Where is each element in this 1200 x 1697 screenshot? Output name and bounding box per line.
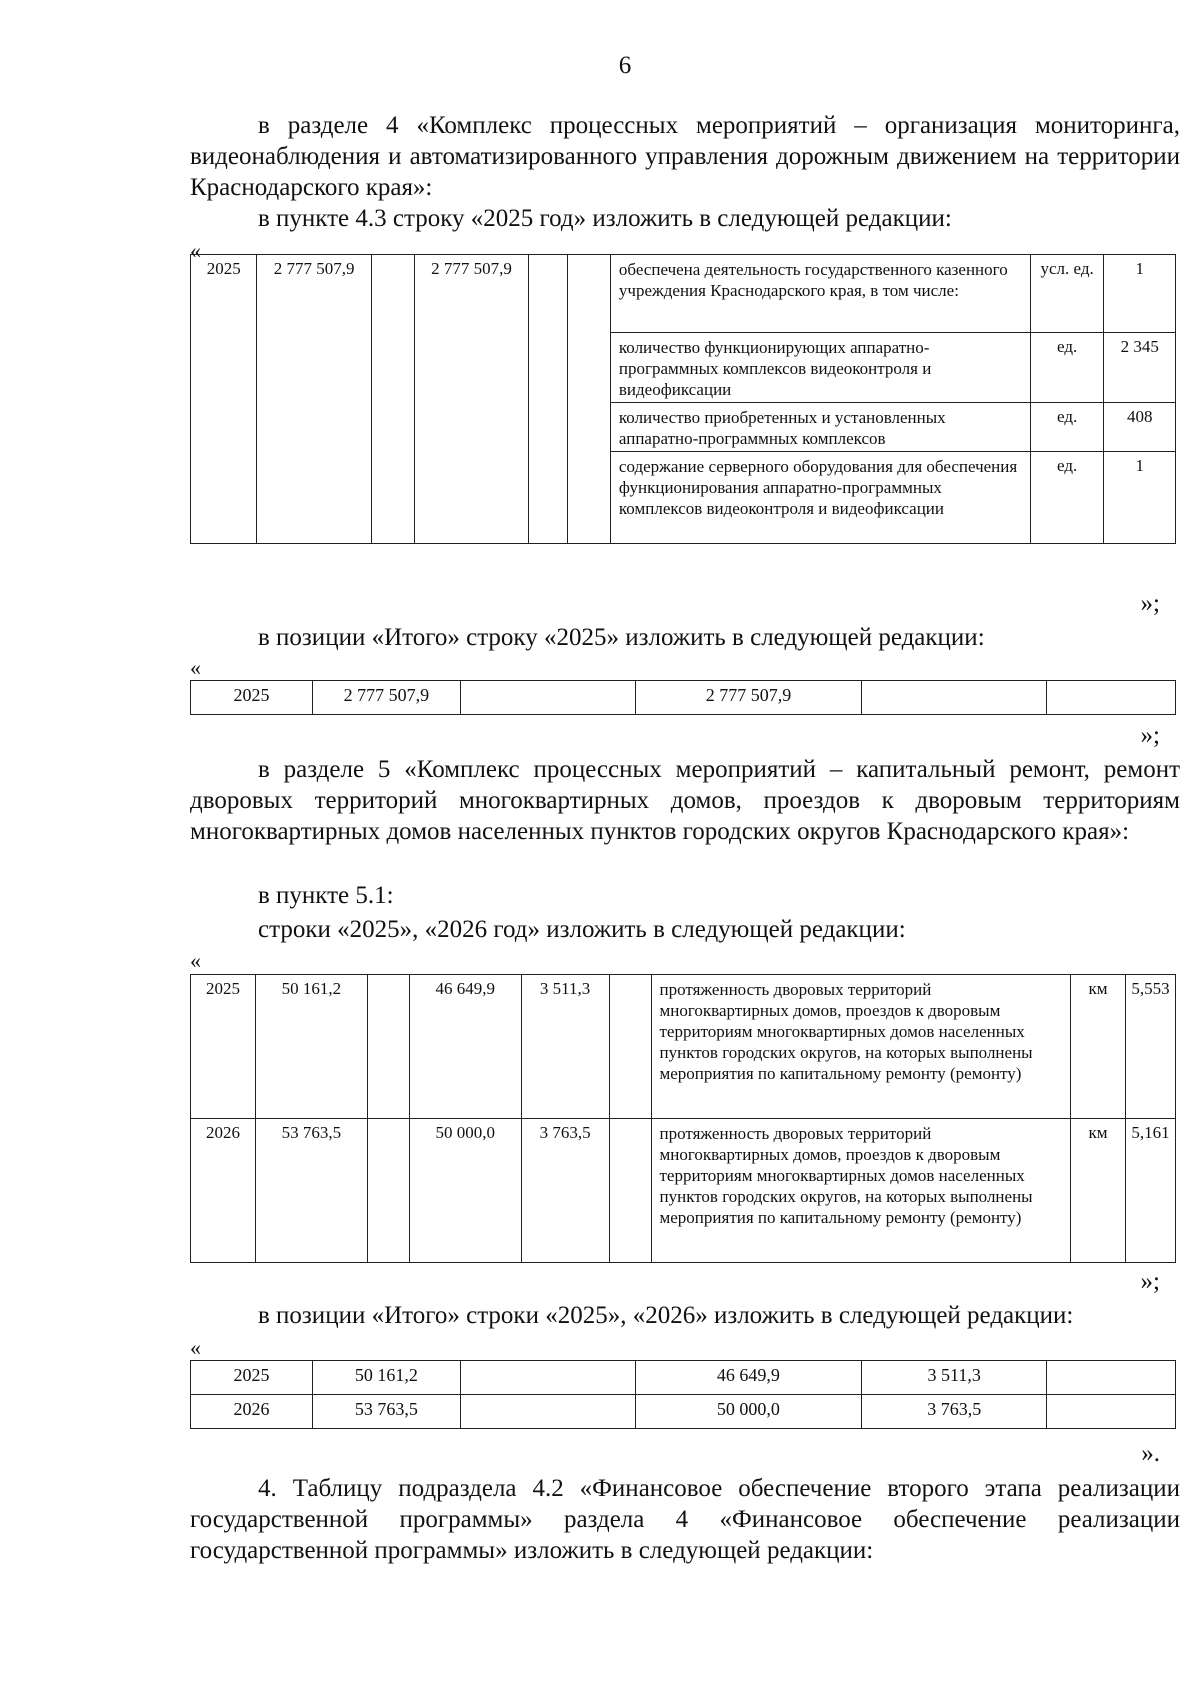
table-5-1 — [190, 974, 1176, 1263]
empty-cell — [609, 975, 651, 1119]
total-cell: 53 763,5 — [312, 1395, 460, 1429]
regional-cell: 2 777 507,9 — [635, 681, 862, 715]
section5-paragraph — [190, 754, 1180, 847]
indicator-desc: количество функционирующих аппаратно-программных комплексов видеоконтроля и видеофиксации — [610, 333, 1030, 403]
indicator-desc: количество приобретенных и установленных аппаратно-программных комплексов — [610, 403, 1030, 452]
point-5-1-instruction: в пункте 5.1: — [258, 882, 394, 909]
empty-cell — [460, 1361, 635, 1395]
local-cell: 3 511,3 — [862, 1361, 1047, 1395]
indicator-unit: км — [1070, 1119, 1125, 1263]
empty-cell — [1047, 681, 1176, 715]
close-quote: »; — [1140, 722, 1160, 749]
empty-cell — [1047, 1395, 1176, 1429]
year-cell: 2025 — [191, 975, 256, 1119]
total-cell: 50 161,2 — [255, 975, 367, 1119]
indicator-value: 2 345 — [1104, 333, 1176, 403]
table-itogo-5 — [190, 1360, 1176, 1429]
indicator-value: 1 — [1104, 255, 1176, 333]
empty-cell — [367, 975, 409, 1119]
local-cell: 3 763,5 — [521, 1119, 609, 1263]
total-cell: 50 161,2 — [312, 1361, 460, 1395]
year-cell: 2025 — [191, 255, 257, 544]
close-quote: »; — [1140, 590, 1160, 617]
close-quote: »; — [1140, 1268, 1160, 1295]
indicator-unit: ед. — [1030, 452, 1104, 544]
itogo-instruction-1: в позиции «Итого» строку «2025» изложить в следующей редакции: — [258, 624, 985, 651]
rows-instruction: строки «2025», «2026 год» изложить в следующей редакции: — [258, 916, 906, 943]
item4-paragraph — [190, 1473, 1180, 1566]
indicator-desc: протяженность дворовых территорий многоквартирных домов, проездов к дворовым территориям многоквартирных домов населенных пунктов городских округов, на которых выполнены мероприятия по капитальному ремонту (ремонту) — [651, 975, 1070, 1119]
indicator-unit: усл. ед. — [1030, 255, 1104, 333]
indicator-desc: обеспечена деятельность государственного казенного учреждения Краснодарского края, в том числе: — [610, 255, 1030, 333]
regional-cell: 50 000,0 — [635, 1395, 862, 1429]
section4-text: в разделе 4 «Комплекс процессных мероприятий – организация мониторинга, видеонаблюдения и автоматизированного управления дорожным движением на территории Краснодарского края»: — [190, 112, 1180, 201]
empty-cell — [367, 1119, 409, 1263]
empty-cell — [460, 681, 635, 715]
total-cell: 53 763,5 — [255, 1119, 367, 1263]
open-quote: « — [190, 948, 201, 973]
indicator-value: 408 — [1104, 403, 1176, 452]
indicator-value: 5,161 — [1125, 1119, 1175, 1263]
itogo-instruction-2: в позиции «Итого» строки «2025», «2026» изложить в следующей редакции: — [258, 1302, 1074, 1329]
indicator-unit: ед. — [1030, 403, 1104, 452]
page-number: 6 — [618, 52, 632, 79]
indicator-desc: протяженность дворовых территорий многоквартирных домов, проездов к дворовым территориям многоквартирных домов населенных пунктов городских округов, на которых выполнены мероприятия по капитальному ремонту (ремонту) — [651, 1119, 1070, 1263]
indicator-unit: ед. — [1030, 333, 1104, 403]
local-cell: 3 511,3 — [521, 975, 609, 1119]
indicator-value: 1 — [1104, 452, 1176, 544]
empty-cell — [862, 681, 1047, 715]
section5-text: в разделе 5 «Комплекс процессных мероприятий – капитальный ремонт, ремонт дворовых территорий многоквартирных домов, проездов к дворовым территориям многоквартирных домов населенных пунктов городских округов Краснодарского края»: — [190, 756, 1180, 845]
empty-cell — [460, 1395, 635, 1429]
total-cell: 2 777 507,9 — [257, 255, 371, 544]
empty-cell — [1047, 1361, 1176, 1395]
item4-text: 4. Таблицу подраздела 4.2 «Финансовое обеспечение второго этапа реализации государственной программы» раздела 4 «Финансовое обеспечение реализации государственной программы» изложить в следующей редакции: — [190, 1475, 1180, 1564]
table-4-3 — [190, 254, 1176, 544]
open-quote: « — [190, 655, 201, 680]
year-cell: 2025 — [191, 1361, 313, 1395]
year-cell: 2025 — [191, 681, 313, 715]
table-itogo-4 — [190, 680, 1176, 715]
regional-cell: 46 649,9 — [635, 1361, 862, 1395]
regional-cell: 2 777 507,9 — [414, 255, 528, 544]
point-4-3-instruction: в пункте 4.3 строку «2025 год» изложить в следующей редакции: — [258, 205, 952, 232]
total-cell: 2 777 507,9 — [312, 681, 460, 715]
empty-cell — [529, 255, 568, 544]
year-cell: 2026 — [191, 1395, 313, 1429]
indicator-value: 5,553 — [1125, 975, 1175, 1119]
regional-cell: 46 649,9 — [409, 975, 521, 1119]
close-quote: ». — [1141, 1440, 1160, 1467]
year-cell: 2026 — [191, 1119, 256, 1263]
section4-paragraph — [190, 110, 1180, 203]
empty-cell — [609, 1119, 651, 1263]
regional-cell: 50 000,0 — [409, 1119, 521, 1263]
open-quote: « — [190, 1335, 201, 1360]
local-cell: 3 763,5 — [862, 1395, 1047, 1429]
empty-cell — [568, 255, 611, 544]
empty-cell — [371, 255, 414, 544]
indicator-unit: км — [1070, 975, 1125, 1119]
indicator-desc: содержание серверного оборудования для обеспечения функционирования аппаратно-программных комплексов видеоконтроля и видеофиксации — [610, 452, 1030, 544]
open-quote: « — [190, 238, 201, 263]
